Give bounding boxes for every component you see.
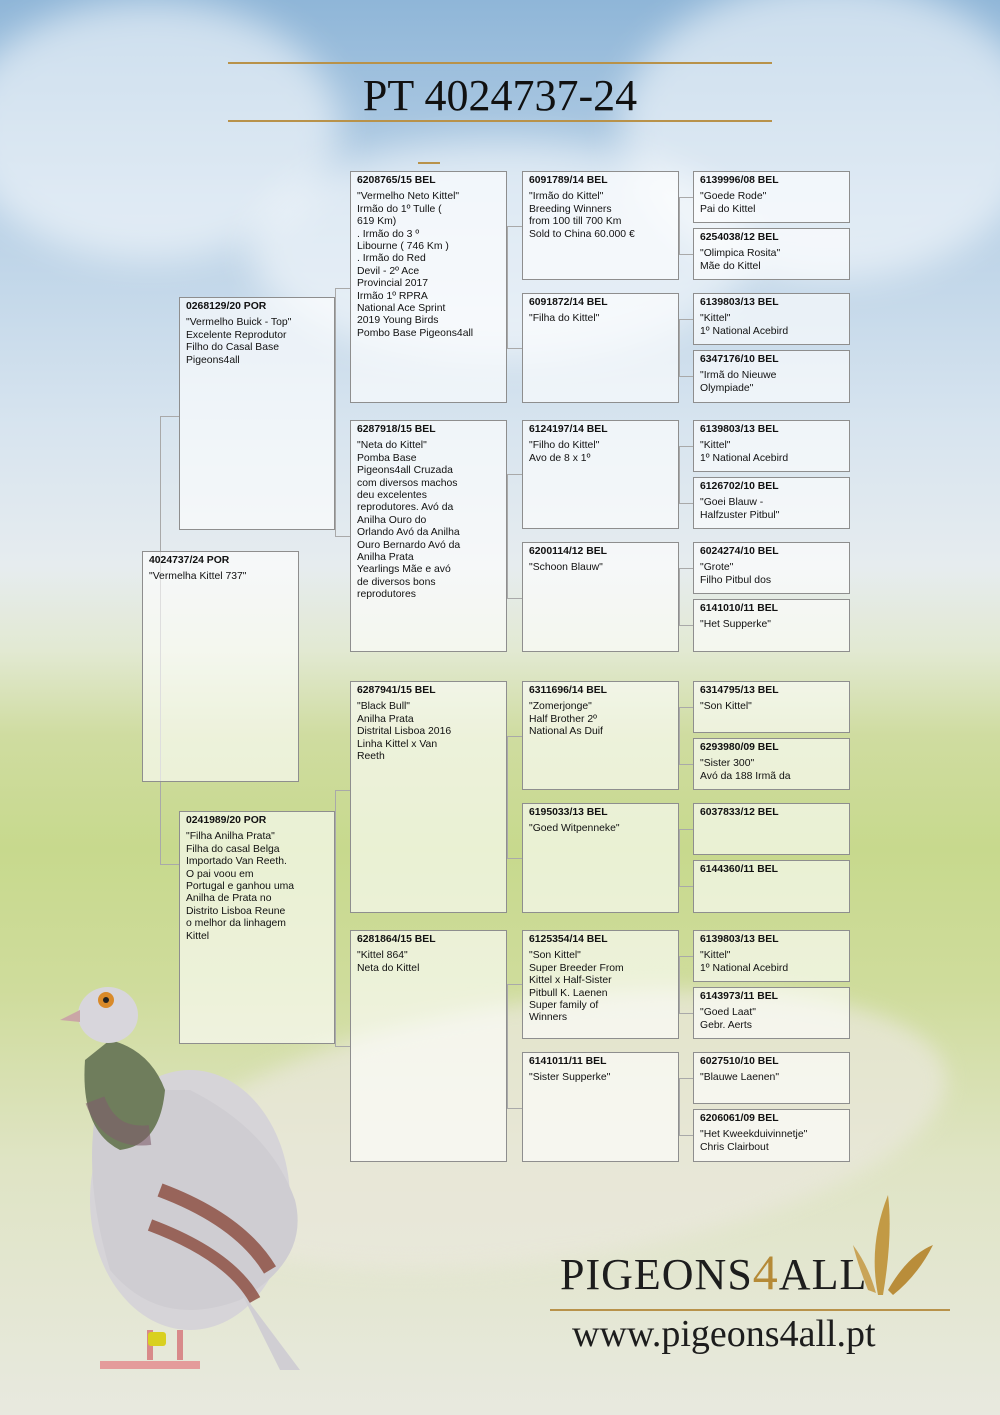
tree-connector <box>679 956 680 1013</box>
tree-connector <box>507 1108 522 1109</box>
tree-connector <box>679 254 693 255</box>
tree-connector <box>335 288 350 289</box>
tree-connector <box>507 226 508 348</box>
pigeon-name: "Neta do Kittel" <box>357 440 427 452</box>
logo-text-b: 4 <box>752 1244 779 1300</box>
tree-connector <box>507 858 522 859</box>
great-grandparent-card[interactable] <box>522 542 679 652</box>
tree-connector <box>507 474 522 475</box>
great-grandparent-card[interactable] <box>522 803 679 913</box>
page-title: PT 4024737-24 <box>362 71 638 120</box>
tree-connector <box>507 736 508 858</box>
gen4-card[interactable] <box>693 1052 850 1104</box>
tree-connector <box>679 197 680 254</box>
tree-connector <box>507 226 522 227</box>
pigeon-name: "Goed Witpenneke" <box>529 823 620 835</box>
ring-number: 6141011/11 BEL <box>529 1056 607 1067</box>
ring-number: 6124197/14 BEL <box>529 424 608 435</box>
pigeon-info: Mãe do Kittel <box>700 260 761 272</box>
gen4-card[interactable] <box>693 542 850 594</box>
pigeon-name: "Olimpica Rosita" <box>700 248 781 260</box>
gen4-card[interactable] <box>693 738 850 790</box>
ring-number: 6143973/11 BEL <box>700 991 778 1002</box>
tree-connector <box>679 1078 680 1135</box>
tree-connector <box>679 829 693 830</box>
ring-number: 6195033/13 BEL <box>529 807 608 818</box>
ring-number: 6139996/08 BEL <box>700 175 779 186</box>
leg-ring <box>148 1332 166 1346</box>
grandparent-card[interactable] <box>350 420 507 652</box>
brand-rule <box>550 1309 950 1311</box>
pigeon-info: Filho Pitbul dos <box>700 574 772 586</box>
pigeon-name: "Filha Anilha Prata" <box>186 831 275 843</box>
logo-text-c: ALL <box>778 1250 868 1299</box>
ring-number: 6314795/13 BEL <box>700 685 779 696</box>
tree-connector <box>679 1078 693 1079</box>
great-grandparent-card[interactable] <box>522 171 679 280</box>
tree-connector <box>679 319 693 320</box>
pigeon-name: "Son Kittel" <box>700 701 752 713</box>
tree-connector <box>507 736 522 737</box>
grandparent-card[interactable] <box>350 681 507 913</box>
ring-number: 6125354/14 BEL <box>529 934 608 945</box>
tree-connector <box>679 1135 693 1136</box>
ring-number: 6024274/10 BEL <box>700 546 779 557</box>
pigeon-info: 1º National Acebird <box>700 452 789 464</box>
ring-number: 6139803/13 BEL <box>700 934 779 945</box>
tree-connector <box>679 197 693 198</box>
tree-connector <box>679 707 693 708</box>
great-grandparent-card[interactable] <box>522 293 679 403</box>
pigeon-info: Chris Clairbout <box>700 1141 769 1153</box>
pigeon-name: "Vermelho Buick - Top" <box>186 317 292 329</box>
ring-number: 6144360/11 BEL <box>700 864 778 875</box>
pigeon-illustration <box>40 970 330 1370</box>
ring-number: 0241989/20 POR <box>186 815 267 826</box>
ring-number: 6037833/12 BEL <box>700 807 779 818</box>
gen4-card[interactable] <box>693 420 850 472</box>
pigeon-name: "Sister 300" <box>700 758 755 770</box>
pigeon-name: "Blauwe Laenen" <box>700 1072 780 1084</box>
pigeon-name: "Vermelho Neto Kittel" <box>357 191 460 203</box>
tree-connector <box>507 474 508 598</box>
tree-connector <box>335 790 350 791</box>
gen4-card[interactable] <box>693 987 850 1039</box>
pigeon-name: "Irmã do Nieuwe Olympiade" <box>700 370 777 394</box>
gen4-card[interactable] <box>693 803 850 855</box>
pigeon-name: "Zomerjonge" <box>529 701 592 713</box>
gen4-card[interactable] <box>693 930 850 982</box>
gen4-card[interactable] <box>693 599 850 652</box>
grandparent-card[interactable] <box>350 930 507 1162</box>
tree-connector <box>679 319 680 376</box>
ring-number: 6091789/14 BEL <box>529 175 608 186</box>
tree-connector <box>160 864 180 865</box>
tree-connector <box>679 625 693 626</box>
ring-number: 6287918/15 BEL <box>357 424 436 435</box>
tree-connector <box>679 829 680 886</box>
pigeon-name: "Kittel" <box>700 950 731 962</box>
great-grandparent-card[interactable] <box>522 420 679 529</box>
pigeon-name: "Sister Supperke" <box>529 1072 611 1084</box>
pigeon-name: "Kittel 864" <box>357 950 408 962</box>
great-grandparent-card[interactable] <box>522 930 679 1039</box>
subject-card[interactable] <box>142 551 299 782</box>
pigeon-name: "Son Kittel" <box>529 950 581 962</box>
header-bottom-rule <box>228 120 772 122</box>
gen4-card[interactable] <box>693 681 850 733</box>
gen4-card[interactable] <box>693 293 850 345</box>
pigeon-name: "Black Bull" <box>357 701 410 713</box>
tree-connector <box>679 707 680 764</box>
website-url[interactable]: www.pigeons4all.pt <box>572 1313 876 1355</box>
pigeon-info: Excelente Reprodutor Filho do Casal Base Pigeons4all <box>186 329 287 366</box>
gen4-card[interactable] <box>693 171 850 223</box>
pigeon-info: Irmão do 1º Tulle ( 619 Km) . Irmão do 3 º Libourne ( 746 Km ) . Irmão do Red Devil - 2º Ace Provincial 2017 Irmão 1º RPRA National Ace Sprint 2019 Young Birds Pombo Base Pigeons4all <box>357 203 474 339</box>
pigeon-info: Avó da 188 Irmã da <box>700 770 791 782</box>
pigeon-name: "Goede Rode" <box>700 191 767 203</box>
ring-number: 6200114/12 BEL <box>529 546 607 557</box>
ring-number: 6027510/10 BEL <box>700 1056 779 1067</box>
pigeon-info: Super Breeder From Kittel x Half-Sister Pitbull K. Laenen Super family of Winners <box>529 962 624 1024</box>
ring-number: 0268129/20 POR <box>186 301 267 312</box>
tree-connector <box>507 598 522 599</box>
tree-connector <box>507 348 522 349</box>
ring-number: 6281864/15 BEL <box>357 934 436 945</box>
ring-number: 6208765/15 BEL <box>357 175 436 186</box>
pigeon-name: "Kittel" <box>700 440 731 452</box>
tree-connector <box>335 1046 350 1047</box>
pigeon-name: "Filha do Kittel" <box>529 313 600 325</box>
tree-connector <box>679 568 693 569</box>
pigeon-name: "Vermelha Kittel 737" <box>149 571 247 583</box>
tree-connector <box>679 764 693 765</box>
pigeon-name: "Goed Laat" <box>700 1007 756 1019</box>
gen4-card[interactable] <box>693 860 850 913</box>
sire-card[interactable] <box>179 297 335 530</box>
gen4-card[interactable] <box>693 350 850 403</box>
gen4-card[interactable] <box>693 1109 850 1162</box>
tree-connector <box>679 446 693 447</box>
tree-connector <box>679 956 693 957</box>
ring-number: 6254038/12 BEL <box>700 232 779 243</box>
pigeon-name: "Grote" <box>700 562 734 574</box>
ring-number: 6287941/15 BEL <box>357 685 436 696</box>
tree-connector <box>335 790 336 1046</box>
ring-number: 4024737/24 POR <box>149 555 230 566</box>
tree-connector <box>335 288 336 536</box>
pigeon-name: "Irmão do Kittel" <box>529 191 604 203</box>
ring-number: 6311696/14 BEL <box>529 685 607 696</box>
header-top-rule <box>228 62 772 64</box>
ring-number: 6206061/09 BEL <box>700 1113 779 1124</box>
tree-connector <box>679 1013 693 1014</box>
ring-number: 6141010/11 BEL <box>700 603 778 614</box>
tree-connector <box>507 984 522 985</box>
tree-connector <box>679 503 693 504</box>
pigeon-info: Avo de 8 x 1º <box>529 452 591 464</box>
tree-connector <box>679 886 693 887</box>
ring-number: 6126702/10 BEL <box>700 481 779 492</box>
grandparent-card[interactable] <box>350 171 507 403</box>
pigeon-name: "Goei Blauw - Halfzuster Pitbul" <box>700 497 780 521</box>
pigeon-info: Pomba Base Pigeons4all Cruzada com diversos machos deu excelentes reprodutores. Avó da Anilha Ouro do Orlando Avó da Anilha Ouro Bernardo Avó da Anilha Prata Yearlings Mãe e avó de diversos bons reprodutores <box>357 452 461 601</box>
ring-number: 6091872/14 BEL <box>529 297 608 308</box>
pigeon-info: Gebr. Aerts <box>700 1019 752 1031</box>
pigeon-info: Anilha Prata Distrital Lisboa 2016 Linha Kittel x Van Reeth <box>357 713 452 763</box>
ring-number: 6139803/13 BEL <box>700 297 779 308</box>
pigeon-info: Neta do Kittel <box>357 962 420 974</box>
pigeon-name: "Het Supperke" <box>700 619 771 631</box>
pigeon-name: "Kittel" <box>700 313 731 325</box>
great-grandparent-card[interactable] <box>522 681 679 790</box>
logo-text-a: PIGEONS <box>560 1250 753 1299</box>
pigeon-info: 1º National Acebird <box>700 325 789 337</box>
pigeon-info: Breeding Winners from 100 till 700 Km Sold to China 60.000 € <box>529 203 635 240</box>
brand-logo <box>560 1243 867 1301</box>
tree-connector <box>335 536 350 537</box>
ring-number: 6139803/13 BEL <box>700 424 779 435</box>
pigeon-info: Pai do Kittel <box>700 203 756 215</box>
great-grandparent-card[interactable] <box>522 1052 679 1162</box>
pigeon-name: "Filho do Kittel" <box>529 440 600 452</box>
pigeon-name: "Schoon Blauw" <box>529 562 603 574</box>
tree-connector <box>679 568 680 625</box>
tree-connector <box>160 416 180 417</box>
gen4-card[interactable] <box>693 477 850 529</box>
ring-number: 6347176/10 BEL <box>700 354 779 365</box>
pigeon-info: Half Brother 2º National As Duif <box>529 713 603 738</box>
pigeon-name: "Het Kweekduivinnetje" <box>700 1129 808 1141</box>
tree-connector <box>679 446 680 503</box>
gen4-card[interactable] <box>693 228 850 280</box>
title-connector <box>418 162 440 164</box>
tree-connector <box>679 376 693 377</box>
pigeon-info: 1º National Acebird <box>700 962 789 974</box>
pigeon-info: Filha do casal Belga Importado Van Reeth. O pai voou em Portugal e ganhou uma Anilha de Prata no Distrito Lisboa Reune o melhor da linhagem Kittel <box>186 843 295 942</box>
ring-number: 6293980/09 BEL <box>700 742 779 753</box>
tree-connector <box>507 984 508 1108</box>
